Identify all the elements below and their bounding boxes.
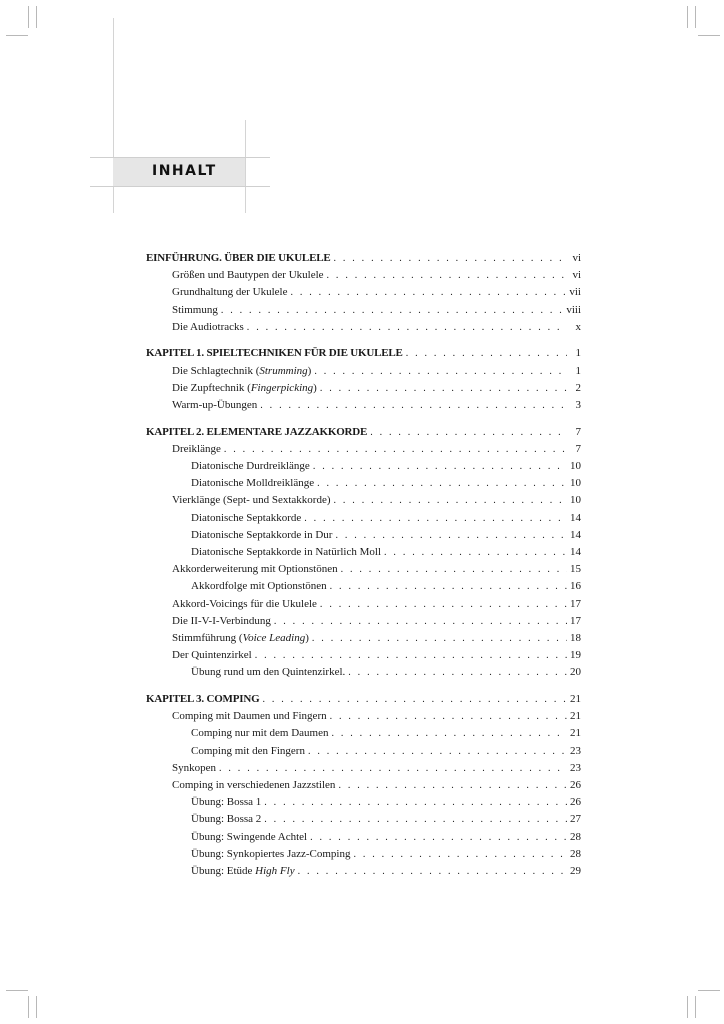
dot-leader — [290, 284, 567, 301]
crop-mark — [28, 996, 29, 1018]
toc-page-number: 7 — [575, 425, 581, 438]
toc-page-number: 26 — [570, 796, 581, 809]
crop-mark — [698, 990, 720, 991]
toc-entry[interactable] — [146, 613, 581, 630]
toc-entry-title: Grundhaltung der Ukulele — [172, 286, 288, 299]
toc-entry[interactable] — [146, 302, 581, 319]
crop-mark — [6, 990, 28, 991]
dot-leader — [298, 863, 567, 880]
toc-entry-title: Die II-V-I-Verbindung — [172, 614, 271, 627]
crop-mark — [695, 996, 696, 1018]
dot-leader — [314, 363, 567, 380]
crop-mark — [687, 996, 688, 1018]
dot-leader — [384, 544, 567, 561]
toc-page-number: 20 — [570, 666, 581, 679]
toc-page-number: 17 — [570, 614, 581, 627]
toc-entry[interactable] — [146, 475, 581, 492]
dot-leader — [262, 691, 567, 708]
heading-rule — [245, 120, 246, 213]
toc-chapter-entry[interactable] — [146, 691, 581, 708]
toc-entry-title: Warm-up-Übungen — [172, 399, 258, 411]
toc-page-number: 21 — [570, 727, 581, 740]
crop-mark — [28, 6, 29, 28]
toc-entry-title: Comping in verschiedenen Jazzstilen — [172, 778, 336, 791]
toc-page-number: 17 — [570, 597, 581, 610]
dot-leader — [310, 829, 567, 846]
toc-page-number: 19 — [570, 649, 581, 662]
toc-entry[interactable] — [146, 561, 581, 578]
toc-entry-title: Übung: Bossa 1 — [191, 796, 262, 809]
toc-chapter-entry[interactable] — [146, 250, 581, 267]
dot-leader — [313, 458, 567, 475]
toc-page-number: 1 — [575, 364, 581, 377]
toc-entry[interactable] — [146, 647, 581, 664]
toc-entry[interactable] — [146, 846, 581, 863]
dot-leader — [330, 578, 567, 595]
dot-leader — [312, 630, 567, 647]
toc-entry-title: Übung rund um den Quintenzirkel. — [191, 666, 346, 679]
dot-leader — [247, 319, 567, 336]
toc-entry[interactable] — [146, 363, 581, 380]
toc-entry-title: Größen und Bautypen der Ukulele — [172, 269, 324, 282]
toc-page-number: 29 — [570, 864, 581, 877]
toc-page-number: 3 — [575, 399, 581, 411]
dot-leader — [264, 811, 567, 828]
toc-page-number: 2 — [575, 381, 581, 394]
table-of-contents — [146, 250, 581, 880]
dot-leader — [331, 725, 567, 742]
toc-entry[interactable] — [146, 743, 581, 760]
dot-leader — [221, 302, 564, 319]
dot-leader — [327, 267, 567, 284]
toc-page-number: 27 — [570, 813, 581, 826]
toc-entry-title: Übung: Bossa 2 — [191, 813, 262, 826]
dot-leader — [219, 760, 567, 777]
toc-entry-title: Diatonische Durdreiklänge — [191, 460, 310, 473]
dot-leader — [320, 596, 567, 613]
toc-page-number: x — [575, 320, 581, 333]
toc-page-number: 26 — [570, 778, 581, 791]
dot-leader — [304, 510, 567, 527]
dot-leader — [320, 380, 567, 397]
dot-leader — [348, 664, 567, 681]
toc-entry-title: Der Quintenzirkel — [172, 649, 252, 662]
toc-entry-title: Comping mit Daumen und Fingern — [172, 710, 327, 723]
toc-entry[interactable] — [146, 380, 581, 397]
toc-entry-title: KAPITEL 3. COMPING — [146, 693, 260, 705]
dot-leader — [370, 424, 567, 441]
toc-entry[interactable] — [146, 725, 581, 742]
toc-page-number: 16 — [570, 580, 581, 593]
dot-leader — [260, 397, 567, 414]
toc-entry-title: Synkopen — [172, 761, 216, 774]
toc-entry[interactable] — [146, 578, 581, 595]
toc-entry[interactable] — [146, 829, 581, 846]
toc-entry-title: Die Schlagtechnik (Strumming) — [172, 364, 312, 377]
toc-chapter-entry[interactable] — [146, 345, 581, 362]
toc-entry-title: Diatonische Septakkorde — [191, 511, 302, 524]
toc-entry[interactable] — [146, 510, 581, 527]
toc-entry-title: Die Audiotracks — [172, 320, 244, 333]
toc-entry[interactable] — [146, 794, 581, 811]
toc-entry-title: Übung: Synkopiertes Jazz-Comping — [191, 847, 351, 860]
toc-page-number: 23 — [570, 761, 581, 774]
dot-leader — [330, 708, 567, 725]
toc-entry[interactable] — [146, 397, 581, 414]
toc-page-number: 14 — [570, 528, 581, 541]
toc-entry[interactable] — [146, 319, 581, 336]
toc-entry-title: Vierklänge (Sept- und Sextakkorde) — [172, 494, 331, 507]
dot-leader — [353, 846, 567, 863]
toc-entry-title: Akkord-Voicings für die Ukulele — [172, 597, 317, 610]
toc-entry-title: Akkorderweiterung mit Optionstönen — [172, 563, 338, 576]
toc-entry-title: KAPITEL 2. ELEMENTARE JAZZAKKORDE — [146, 425, 368, 438]
toc-page-number: vii — [569, 286, 581, 299]
toc-page-number: vi — [572, 252, 581, 264]
dot-leader — [341, 561, 567, 578]
toc-entry-title: Akkordfolge mit Optionstönen — [191, 580, 327, 593]
toc-page-number: 14 — [570, 546, 581, 558]
dot-leader — [334, 492, 568, 509]
crop-mark — [687, 6, 688, 28]
toc-entry[interactable] — [146, 760, 581, 777]
toc-entry[interactable] — [146, 863, 581, 880]
toc-entry-title: Stimmführung (Voice Leading) — [172, 631, 309, 644]
page-title: INHALT — [152, 163, 217, 179]
toc-page-number: 10 — [570, 477, 581, 490]
toc-entry-title: EINFÜHRUNG. ÜBER DIE UKULELE — [146, 252, 331, 264]
toc-page-number: 28 — [570, 847, 581, 860]
crop-mark — [698, 35, 720, 36]
toc-entry[interactable] — [146, 630, 581, 647]
toc-entry[interactable] — [146, 777, 581, 794]
toc-entry[interactable] — [146, 527, 581, 544]
toc-entry-title: Diatonische Septakkorde in Dur — [191, 528, 333, 541]
toc-entry[interactable] — [146, 544, 581, 561]
toc-entry[interactable] — [146, 267, 581, 284]
toc-page-number: 7 — [575, 442, 581, 455]
heading-rule — [90, 186, 270, 187]
toc-page-number: 1 — [575, 347, 581, 360]
toc-page-number: 15 — [570, 563, 581, 576]
crop-mark — [36, 996, 37, 1018]
toc-chapter-entry[interactable] — [146, 424, 581, 441]
dot-leader — [264, 794, 567, 811]
toc-entry-title: Comping mit den Fingern — [191, 744, 305, 757]
toc-entry-title: KAPITEL 1. SPIELTECHNIKEN FÜR DIE UKULELE — [146, 347, 403, 360]
dot-leader — [338, 777, 567, 794]
toc-page-number: 21 — [570, 693, 581, 705]
toc-entry[interactable] — [146, 811, 581, 828]
toc-entry[interactable] — [146, 284, 581, 301]
dot-leader — [335, 527, 567, 544]
toc-entry-title: Diatonische Septakkorde in Natürlich Moll — [191, 546, 382, 558]
toc-page-number: 14 — [570, 511, 581, 524]
toc-entry-title: Übung: Etüde High Fly — [191, 864, 295, 877]
toc-entry-title: Die Zupftechnik (Fingerpicking) — [172, 381, 317, 394]
crop-mark — [695, 6, 696, 28]
toc-entry[interactable] — [146, 492, 581, 509]
dot-leader — [255, 647, 567, 664]
dot-leader — [406, 345, 567, 362]
toc-page-number: 10 — [570, 494, 581, 507]
toc-entry[interactable] — [146, 708, 581, 725]
toc-entry[interactable] — [146, 664, 581, 681]
toc-entry-title: Übung: Swingende Achtel — [191, 830, 308, 843]
dot-leader — [308, 743, 567, 760]
toc-entry-title: Stimmung — [172, 303, 218, 316]
toc-page-number: viii — [566, 303, 581, 316]
toc-page-number: 23 — [570, 744, 581, 757]
toc-page-number: 21 — [570, 710, 581, 723]
dot-leader — [333, 250, 567, 267]
dot-leader — [224, 441, 567, 458]
toc-page-number: 10 — [570, 460, 581, 473]
crop-mark — [36, 6, 37, 28]
toc-entry-title: Comping nur mit dem Daumen — [191, 727, 329, 740]
toc-entry-title: Diatonische Molldreiklänge — [191, 477, 315, 490]
dot-leader — [274, 613, 567, 630]
toc-entry[interactable] — [146, 441, 581, 458]
toc-entry[interactable] — [146, 458, 581, 475]
toc-entry-title: Dreiklänge — [172, 442, 221, 455]
toc-page-number: 28 — [570, 830, 581, 843]
toc-page-number: 18 — [570, 631, 581, 644]
toc-entry[interactable] — [146, 596, 581, 613]
crop-mark — [6, 35, 28, 36]
dot-leader — [317, 475, 567, 492]
toc-page-number: vi — [572, 269, 581, 282]
